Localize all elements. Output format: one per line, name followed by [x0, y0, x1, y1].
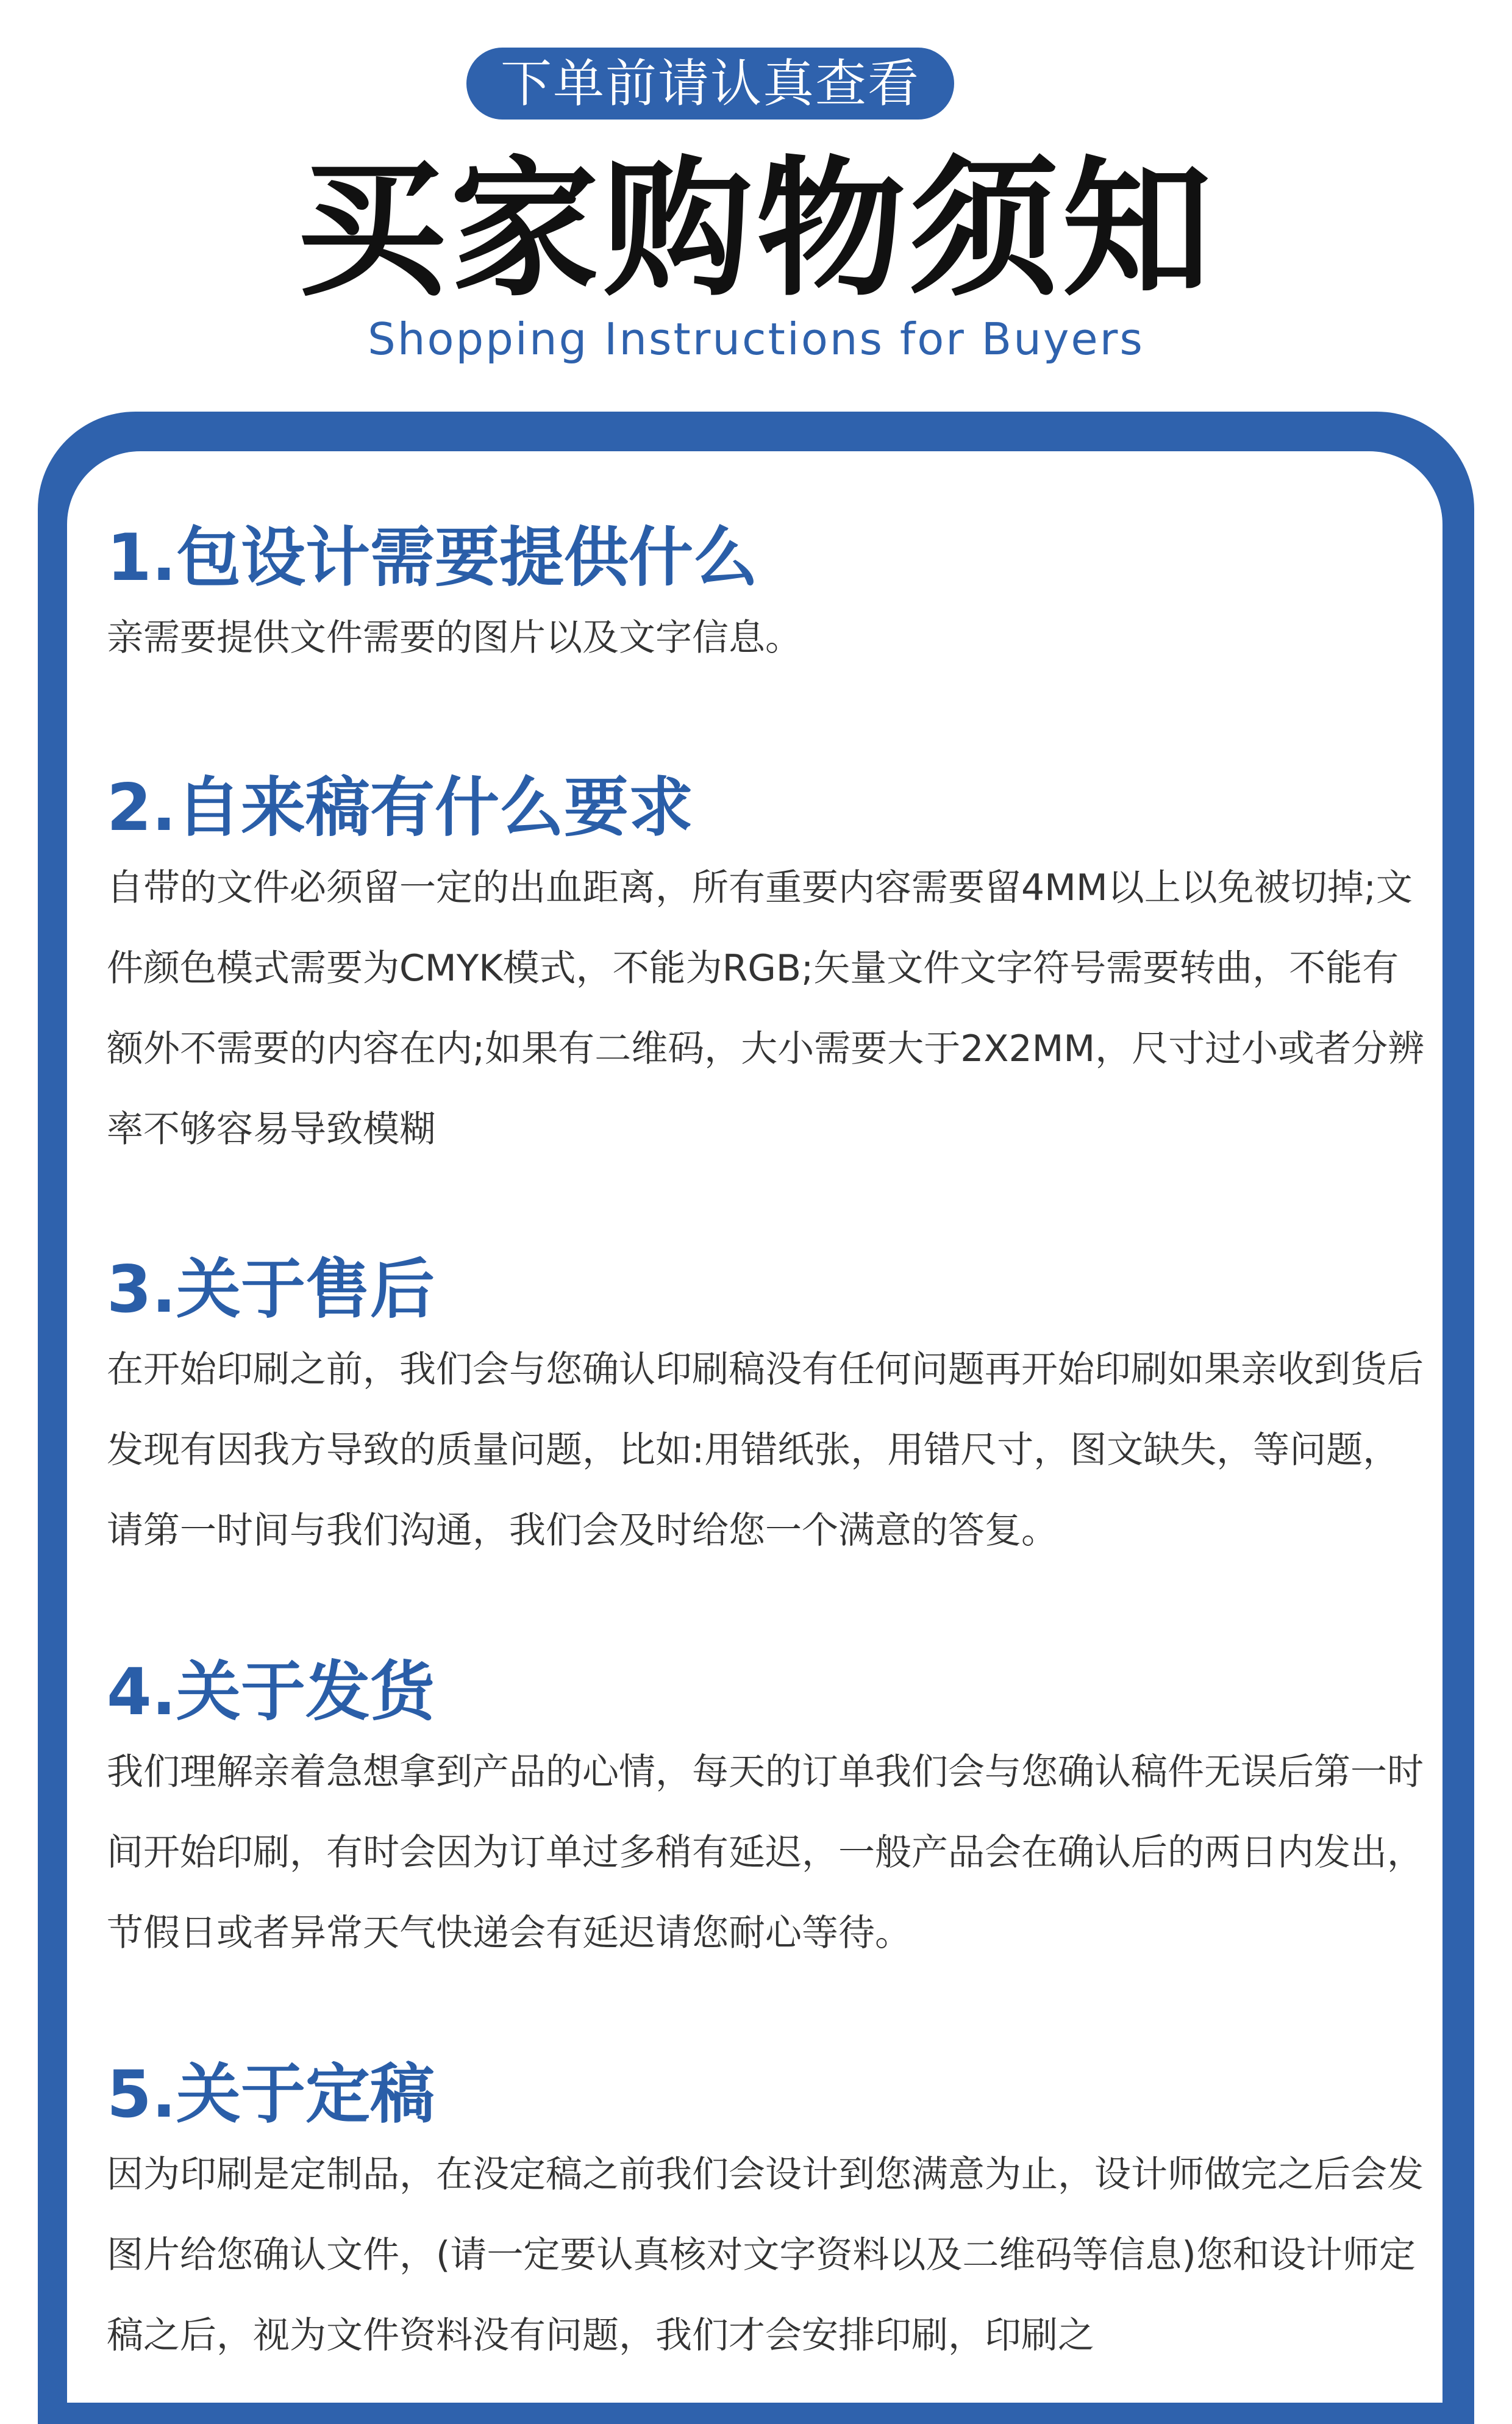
- section-heading: 4.关于发货: [107, 1654, 435, 1729]
- section-design-requirements: [107, 518, 1430, 678]
- section-shipping: [107, 1653, 1430, 1973]
- section-finalizing: [107, 2055, 1430, 2376]
- page-subtitle: Shopping Instructions for Buyers: [368, 313, 1144, 365]
- section-heading: 1.包设计需要提供什么: [107, 520, 758, 595]
- section-heading: 3.关于售后: [107, 1252, 435, 1327]
- section-own-artwork: [107, 768, 1430, 1170]
- section-body: 亲需要提供文件需要的图片以及文字信息。: [107, 617, 802, 659]
- section-body: 因为印刷是定制品，在没定稿之前我们会设计到您满意为止，设计师做完之后会发图片给您确认文件，(请一定要认真核对文字资料以及二维码等信息)您和设计师定稿之后，视为文件资料没有问题，我们才会安排印刷，印刷之: [107, 2153, 1424, 2357]
- section-body: 在开始印刷之前，我们会与您确认印刷稿没有任何问题再开始印刷如果亲收到货后发现有因我方导致的质量问题，比如:用错纸张，用错尺寸，图文缺失，等问题，请第一时间与我们沟通，我们会及时给您一个满意的答复。: [107, 1348, 1424, 1552]
- section-heading: 2.自来稿有什么要求: [107, 770, 694, 845]
- page-title: 买家购物须知: [297, 143, 1215, 316]
- section-after-sales: [107, 1250, 1430, 1571]
- section-heading: 5.关于定稿: [107, 2057, 435, 2132]
- section-body: 自带的文件必须留一定的出血距离，所有重要内容需要留4MM以上以免被切掉;文件颜色模式需要为CMYK模式，不能为RGB;矢量文件文字符号需要转曲，不能有额外不需要的内容在内;如果有二维码，大小需要大于2X2MM，尺寸过小或者分辨率不够容易导致模糊: [107, 867, 1425, 1151]
- section-body: 我们理解亲着急想拿到产品的心情，每天的订单我们会与您确认稿件无误后第一时间开始印刷，有时会因为订单过多稍有延迟，一般产品会在确认后的两日内发出，节假日或者异常天气快递会有延迟请您耐心等待。: [107, 1751, 1424, 1954]
- notice-badge: 下单前请认真查看: [466, 48, 954, 120]
